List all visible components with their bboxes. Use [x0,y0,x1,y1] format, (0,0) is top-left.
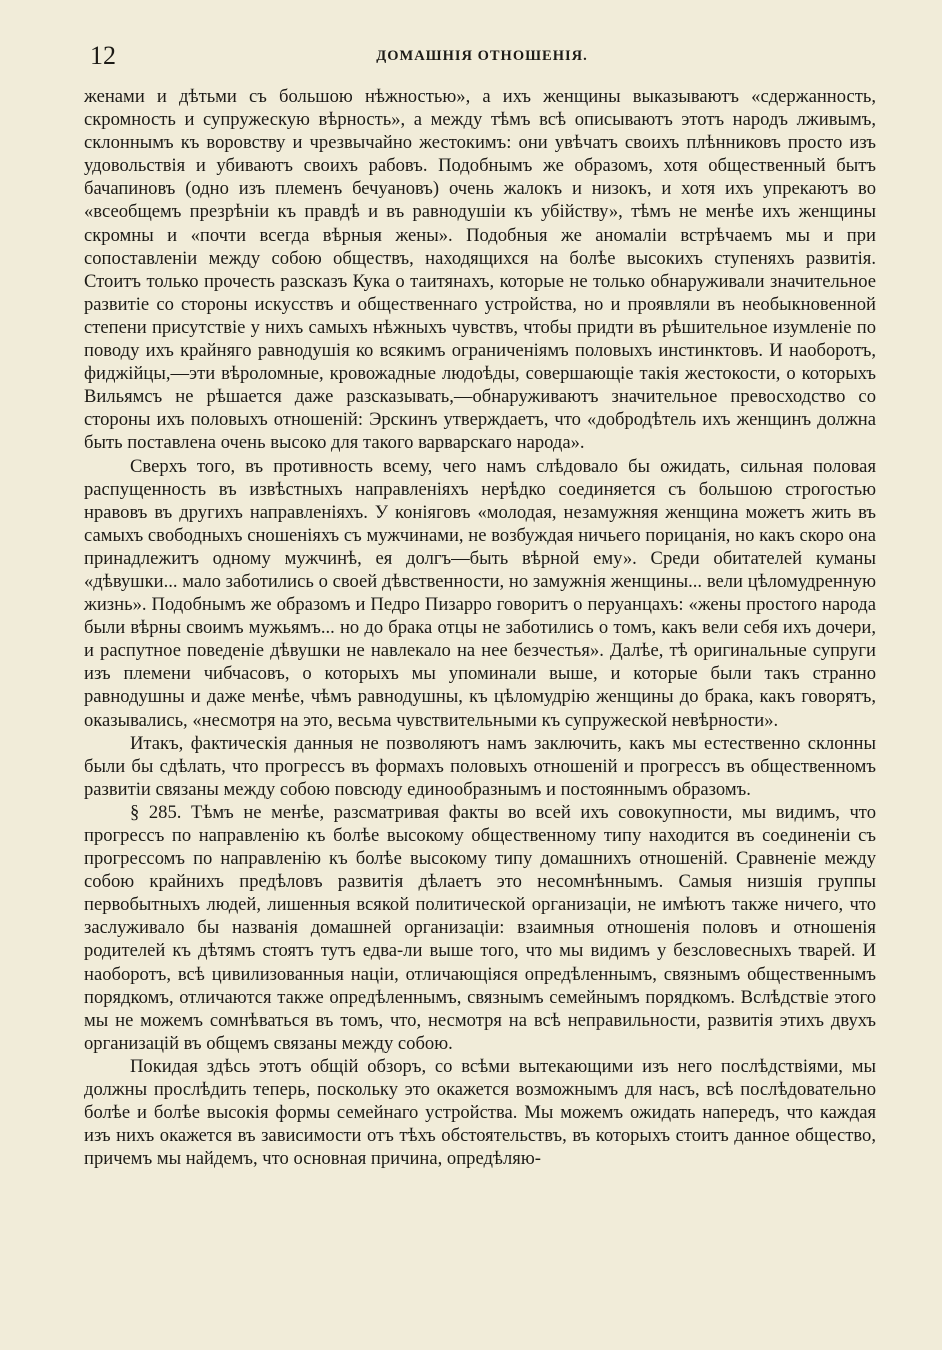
paragraph-section-285: § 285. Тѣмъ не менѣе, разсматривая факты во всей ихъ совокупности, мы видимъ, что прогрессъ по направленію къ болѣе высокому общественному типу находится въ соединеніи съ прогрессомъ по направленію къ болѣе высокому типу домашнихъ отношеній. Сравненіе между собою крайнихъ предѣловъ развитія дѣлаетъ это несомнѣннымъ. Самыя низшія группы первобытныхъ людей, лишенныя всякой политической организаціи, не имѣютъ также ничего, что заслуживало бы названія домашней организаціи: взаимныя отношенія половъ и отношенія родителей къ дѣтямъ стоятъ тутъ едва-ли выше того, что мы видимъ у безсловесныхъ тварей. И наоборотъ, всѣ цивилизованныя націи, отличающіяся опредѣленнымъ, связнымъ общественнымъ порядкомъ, отличаются также опредѣленнымъ, связнымъ семейнымъ порядкомъ. Вслѣдствіе этого мы не можемъ сомнѣваться въ томъ, что, несмотря на всѣ неправильности, развитія этихъ двухъ организацій въ общемъ связаны между собою. [84,801,876,1054]
paragraph-continued: женами и дѣтьми съ большою нѣжностью», а ихъ женщины выказываютъ «сдержанность, скромность и супружескую вѣрность», а между тѣмъ всѣ описываютъ этотъ народъ лживымъ, склоннымъ къ воровству и чрезвычайно жестокимъ: они увѣчатъ своихъ плѣнниковъ просто изъ удовольствія и убиваютъ своихъ рабовъ. Подобнымъ же образомъ, хотя общественный бытъ бачапиновъ (одно изъ племенъ бечуановъ) очень жалокъ и низокъ, и хотя ихъ упрекаютъ во «всеобщемъ презрѣніи къ правдѣ и въ равнодушіи къ убійству», тѣмъ не менѣе ихъ женщины скромны и «почти всегда вѣрныя жены». Подобныя же аномаліи встрѣчаемъ мы и при сопоставленіи между собою обществъ, находящихся на болѣе высокихъ ступеняхъ развитія. Стоитъ только прочесть разсказъ Кука о таитянахъ, которые не только обнаруживали значительное развитіе со стороны искусствъ и общественнаго устройства, но и проявляли въ необыкновенной степени присутствіе у нихъ самыхъ нѣжныхъ чувствъ, чтобы придти въ рѣшительное изумленіе по поводу ихъ крайняго равнодушія ко всякимъ ограниченіямъ половыхъ инстинктовъ. И наоборотъ, фиджійцы,—эти вѣроломные, кровожадные людоѣды, совершающіе такія жестокости, о которыхъ Вильямсъ не рѣшается даже разсказывать,—обнаруживаютъ значительное превосходство со стороны ихъ половыхъ отношеній: Эрскинъ утверждаетъ, что «добродѣтель ихъ женщинъ должна быть поставлена очень высоко для такого варварскаго народа». [84,86,876,454]
paragraph: Сверхъ того, въ противность всему, чего намъ слѣдовало бы ожидать, сильная половая распущенность въ извѣстныхъ направленіяхъ нерѣдко соединяется съ большою строгостью нравовъ въ другихъ направленіяхъ. У коніяговъ «молодая, незамужняя женщина можетъ жить въ самыхъ свободныхъ сношеніяхъ съ мужчинами, не возбуждая ничьего порицанія, но какъ скоро она принадлежитъ одному мужчинѣ, ея долгъ—быть вѣрной ему». Среди обитателей куманы «дѣвушки... мало заботились о своей дѣвственности, но замужнія женщины... вели цѣломудренную жизнь». Подобнымъ же образомъ и Педро Пизарро говоритъ о перуанцахъ: «жены простого народа были вѣрны своимъ мужьямъ... но до брака отцы не заботились о томъ, какъ вели себя ихъ дочери, и распутное поведеніе дѣвушки не навлекало на нее безчестья». Далѣе, тѣ оригинальные супруги изъ племени чибчасовъ, о которыхъ мы упоминали выше, и которые были такъ странно равнодушны и даже менѣе, чѣмъ равнодушны, къ цѣломудрію женщины до брака, какъ говорятъ, оказывались, «несмотря на это, весьма чувствительными къ супружеской невѣрности». [84,455,876,731]
page-number: 12 [90,41,116,70]
running-title: ДОМАШНІЯ ОТНОШЕНІЯ. [376,48,588,64]
body-text [84,85,876,1170]
paragraph: Покидая здѣсь этотъ общій обзоръ, со всѣми вытекающими изъ него послѣдствіями, мы должны прослѣдить теперь, поскольку это окажется возможнымъ для насъ, всѣ послѣдовательно болѣе и болѣе высокія формы семейнаго устройства. Мы можемъ ожидать напередъ, что каждая изъ нихъ окажется въ зависимости отъ тѣхъ обстоятельствъ, въ которыхъ стоитъ данное общество, причемъ мы найдемъ, что основная причина, опредѣляю- [84,1055,876,1170]
page-header [84,40,880,80]
paragraph: Итакъ, фактическія данныя не позволяютъ намъ заключить, какъ мы естественно склонны были бы сдѣлать, что прогрессъ въ формахъ половыхъ отношеній и прогрессъ въ общественномъ развитіи связаны между собою повсюду единообразнымъ и постояннымъ образомъ. [84,732,876,800]
